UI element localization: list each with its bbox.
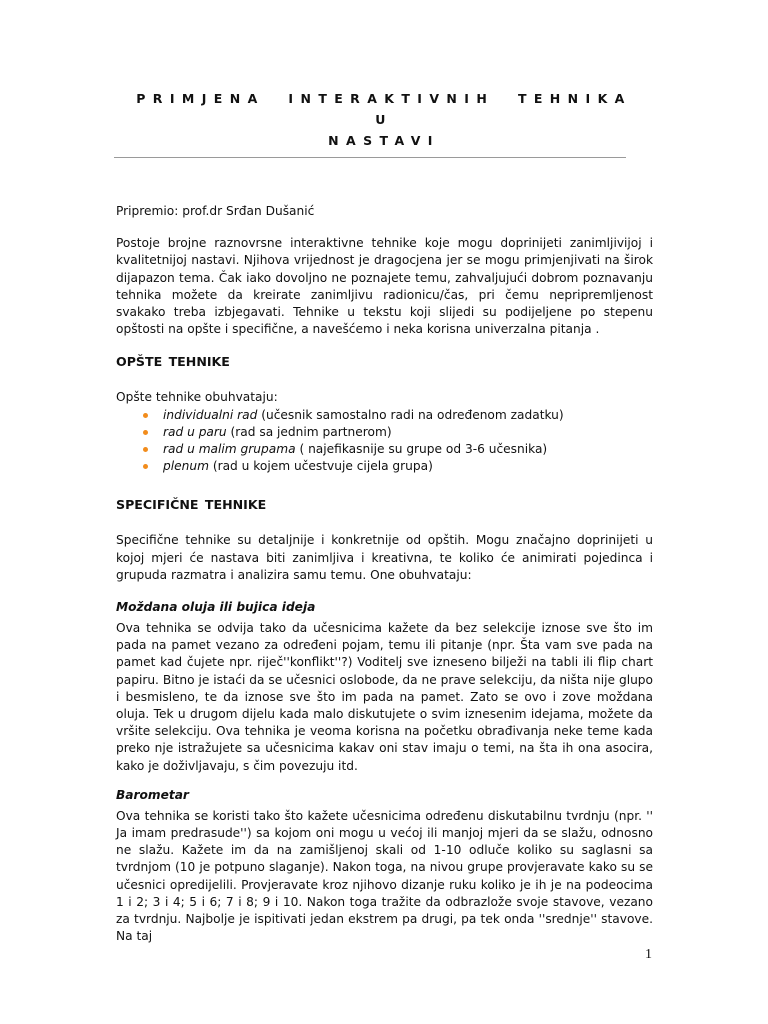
list-item [116, 424, 653, 441]
title-divider [114, 157, 626, 158]
section-heading-specific: SPECIFIČNE TEHNIKE [116, 497, 267, 513]
list-item [116, 441, 653, 458]
general-techniques-list [116, 407, 653, 476]
list-item-term: rad u paru [163, 424, 227, 439]
list-item-desc: (učesnik samostalno radi na određenom zadatku) [257, 407, 564, 422]
list-item [116, 407, 653, 424]
list-item-term: individualni rad [163, 407, 258, 422]
barometer-paragraph: Ova tehnika se koristi tako što kažete učesnicima određenu diskutabilnu tvrdnju (npr. '' Ja imam predrasude'') sa kojom oni mogu u većoj ili manjoj mjeri da se slažu, odnosno ne slažu. Kažete im da na zamišljenoj skali od 1-10 odluče koliko su saglasni sa tvrdnjom (10 je potpuno slaganje). Nakon toga, na nivou grupe provjeravate kako su se učesnici opredijelili. Provjeravate kroz njihovo dizanje ruku koliko je ih je na podeocima 1 i 2; 3 i 4; 5 i 6; 7 i 8; 9 i 10. Nakon toga tražite da odbrazlože svoje stavove, vezano za tvrdnju. Najbolje je ispitivati jedan ekstrem pa drugi, pa tek onda ''srednje'' stavove. Na taj [116, 808, 653, 944]
bullet-icon [143, 464, 148, 469]
title-line-1: PRIMJENA INTERAKTIVNIH TEHNIKA U [136, 91, 632, 127]
general-lead: Opšte tehnike obuhvataju: [116, 390, 278, 405]
bullet-icon [143, 430, 148, 435]
intro-paragraph: Postoje brojne raznovrsne interaktivne tehnike koje mogu doprinijeti zanimljivijoj i kvalitetnijoj nastavi. Njihova vrijednost je dragocjena jer se mogu primjenjivati na širok dijapazon tema. Čak iako dovoljno ne poznajete temu, zahvaljujući dobrom poznavanju tehnika možete da kreirate zanimljivu radionicu/čas, pri čemu nepripremljenost svakako treba izbjegavati. Tehnike u tekstu koji slijedi su podijeljene po stepenu opštosti na opšte i specifične, a navešćemo i neka korisna univerzalna pitanja . [116, 236, 653, 337]
list-item-term: rad u malim grupama [163, 442, 296, 457]
list-item-desc: ( najefikasnije su grupe od 3-6 učesnika) [295, 442, 548, 457]
specific-intro-paragraph: Specifične tehnike su detaljnije i konkretnije od opštih. Mogu značajno doprinijeti u kojoj mjeri će nastava biti zanimljiva i kreativna, te koliko će animirati pojedinca i grupuda razmatra i analizira samu temu. One obuhvataju: [116, 533, 653, 582]
list-item-desc: (rad sa jednim partnerom) [226, 424, 392, 439]
author-line: Pripremio: prof.dr Srđan Dušanić [116, 204, 315, 218]
bullet-icon [143, 447, 148, 452]
list-item-desc: (rad u kojem učestvuje cijela grupa) [208, 459, 433, 474]
section-heading-general: OPŠTE TEHNIKE [116, 354, 230, 370]
document-title [116, 88, 652, 151]
document-body [116, 203, 653, 946]
subheading-barometer: Barometar [116, 787, 189, 802]
bullet-icon [143, 413, 148, 418]
brainstorm-paragraph: Ova tehnika se odvija tako da učesnicima kažete da bez selekcije iznose sve što im pada na pamet vezano za određeni pojam, temu ili pitanje (npr. Šta vam sve pada na pamet kad čujete npr. riječ''konflikt''?) Voditelj sve izneseno bilježi na tabli ili flip chart papiru. Bitno je istaći da se učesnici oslobode, da ne prave selekciju, da ništa nije glupo i besmisleno, te da iznose sve što im pada na pamet. Zato se ovo i zove moždana oluja. Tek u drugom dijelu kada malo diskutujete o svim iznesenim idejama, možete da vršite selekciju. Ova tehnika je veoma korisna na početku obrađivanja neke teme kada preko nje istražujete sa učesnicima kakav oni stav imaju o temi, na šta ih ona asocira, kako je doživljavaju, s čim povezuju itd. [116, 621, 653, 773]
page-number: 1 [645, 947, 652, 962]
list-item [116, 458, 653, 475]
subheading-brainstorm: Moždana oluja ili bujica ideja [116, 600, 316, 615]
list-item-term: plenum [163, 459, 209, 474]
title-line-2: NASTAVI [328, 133, 440, 148]
